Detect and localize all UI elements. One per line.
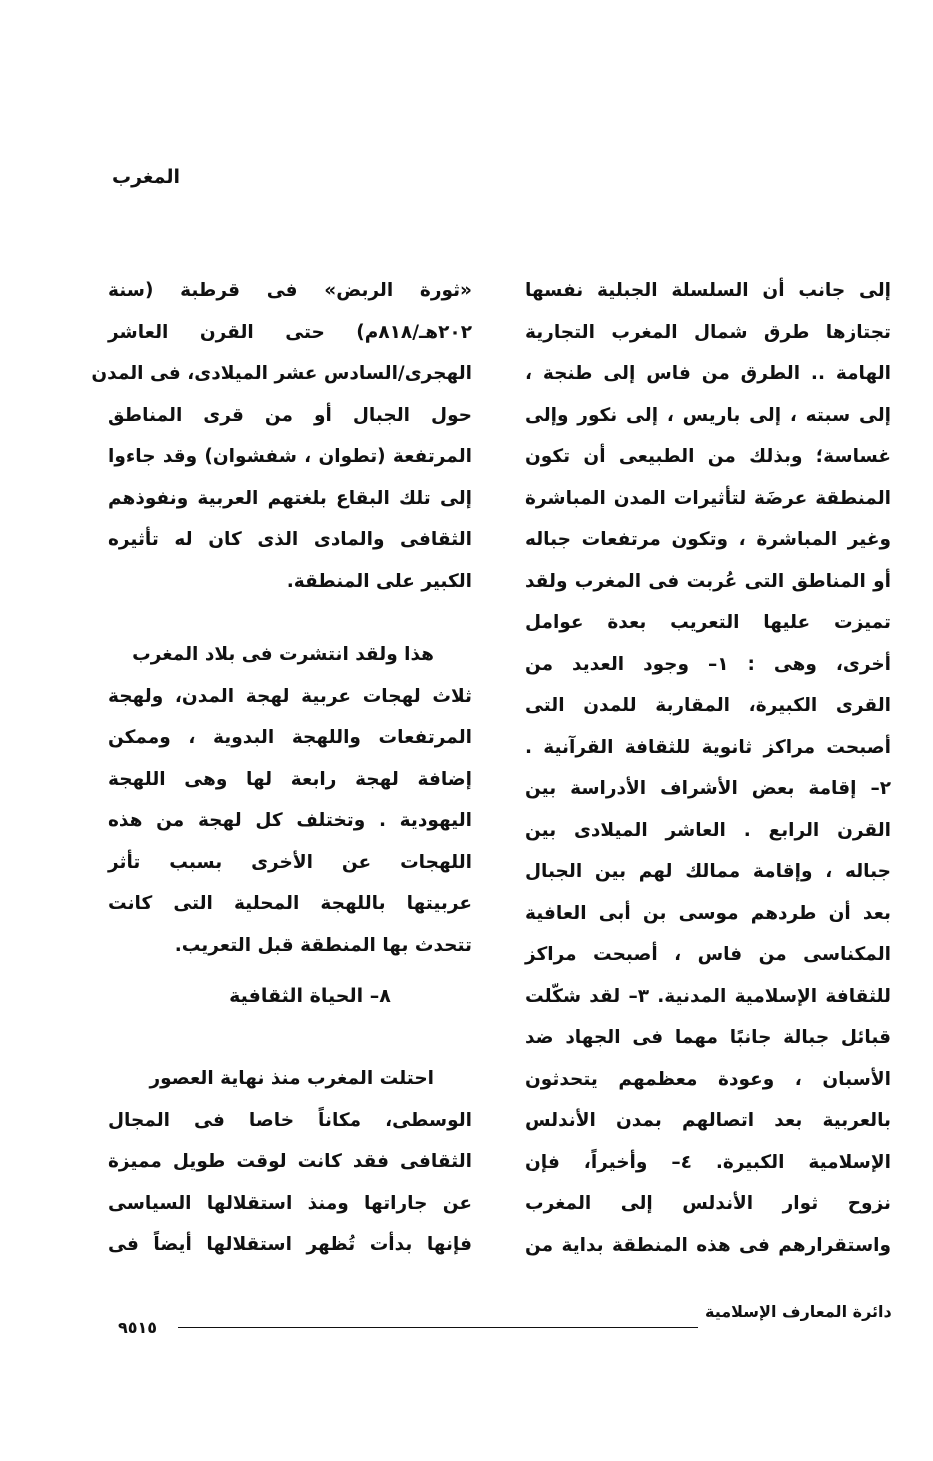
text-line: وغير المباشرة ، وتكون مرتفعات جباله [525,529,891,550]
text-line: إلى جانب أن السلسلة الجبلية نفسها [525,280,891,301]
text-line: القرى الكبيرة، المقاربة للمدن التى [525,695,891,716]
text-line: تميزت عليها التعريب بعدة عوامل [525,612,891,633]
text-line: الثقافى والمادى الذى كان له تأثيره [108,529,472,550]
text-line: احتلت المغرب منذ نهاية العصور [149,1068,434,1089]
left-column-para1 [91,270,472,602]
text-line: أخرى، وهى : ١– وجود العديد من [525,653,891,675]
text-line: الوسطى، مكاناً خاصا فى المجال [108,1109,472,1131]
text-line: الكبير على المنطقة. [286,570,472,592]
text-line: ثلاث لهجات عربية لهجة المدن، ولهجة [108,685,472,707]
text-line: اللهجات عن الأخرى بسبب تأثر [108,851,472,873]
text-line: الهجرى/السادس عشر الميلادى، فى المدن [91,363,472,384]
text-line: المرتفعة (تطوان ، شفشوان) وقد جاءوا [108,446,472,467]
running-header-title: المغرب [112,166,181,188]
text-line: القرن الرابع . العاشر الميلادى بين [525,819,891,841]
text-line: المنطقة عرضَة لتأثيرات المدن المباشرة [525,487,891,509]
text-line: «ثورة الربض» فى قرطبة (سنة [108,280,472,301]
text-line: بعد أن طردهم موسى بن أبى العافية [525,902,891,924]
text-line: عن جاراتها ومنذ استقلالها السياسى [108,1192,472,1214]
left-column-para2 [108,634,472,966]
text-line: عربيتها باللهجة المحلية التى كانت [108,893,472,914]
left-column-para3 [108,1058,472,1266]
text-line: واستقرارهم فى هذه المنطقة بداية من [525,1234,891,1256]
text-line: إلى سبته ، إلى باريس ، إلى نكور وإلى [525,404,891,426]
text-line: الأسبان ، وعودة معظمهم يتحدثون [525,1068,891,1090]
text-line: قبائل جبالة جانبًا مهما فى الجهاد ضد [525,1027,891,1048]
text-line: اليهودية . وتختلف كل لهجة من هذه [108,810,472,831]
text-line: الثقافى فقد كانت لوقت طويل مميزة [108,1151,472,1172]
text-line: ٢– إقامة بعض الأشراف الأدراسة بين [525,778,891,799]
text-line: بالعربية بعد اتصالهم بمدن الأندلس [525,1110,891,1131]
text-line: فإنها بدأت تُظهر استقلالها أيضاً فى [108,1234,472,1255]
text-line: للثقافة الإسلامية المدنية. ٣– لقد شكّلت [525,985,892,1007]
page-number: ٩٥١٥ [118,1318,158,1337]
footer-rule [178,1327,698,1328]
section-heading: ٨– الحياة الثقافية [229,985,391,1007]
text-line: تتحدث بها المنطقة قبل التعريب. [174,934,472,956]
footer-publication: دائرة المعارف الإسلامية [705,1302,892,1321]
text-line: أصبحت مراكز ثانوية للثقافة القرآنية . [525,736,891,758]
text-line: نزوح ثوار الأندلس إلى المغرب [525,1193,891,1214]
text-line: إلى تلك البقاع بلغتهم العربية ونفوذهم [108,487,472,509]
text-line: جباله ، وإقامة ممالك لهم بين الجبال [525,861,891,882]
text-line: المرتفعات واللهجة البدوية ، وممكن [108,727,472,748]
text-line: ٢٠٢هـ/٨١٨م) حتى القرن العاشر [108,321,472,343]
text-line: إضافة لهجة رابعة لها وهى اللهجة [108,768,472,790]
text-line: الإسلامية الكبيرة. ٤– وأخيراً، فإن [525,1151,891,1173]
text-line: الهامة .. الطرق من فاس إلى طنجة ، [525,363,891,384]
text-line: أو المناطق التى عُربت فى المغرب ولقد [525,570,891,592]
right-column [525,270,891,1266]
text-line: تجتازها طرق شمال المغرب التجارية [525,321,891,343]
text-line: هذا ولقد انتشرت فى بلاد المغرب [132,644,434,665]
text-line: المكناسى من فاس ، أصبحت مراكز [525,944,891,965]
text-line: حول الجبال أو من قرى المناطق [108,404,472,426]
text-line: غساسة؛ وبذلك من الطبيعى أن تكون [525,446,891,467]
